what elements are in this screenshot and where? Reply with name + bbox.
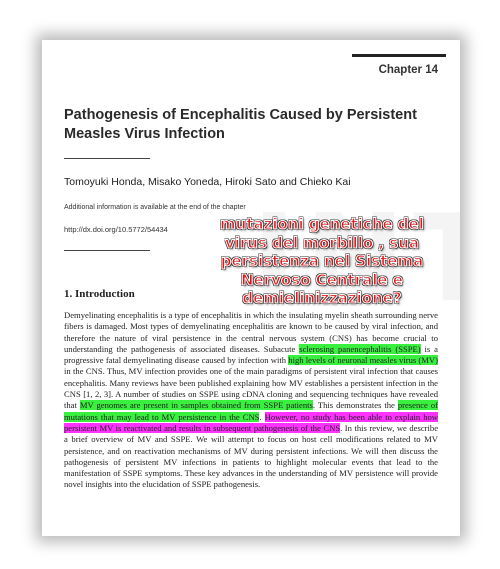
highlight-green: presence of mutations that may lead to MV persistence in the CNS: [64, 400, 438, 422]
text-run: is a progressive fatal demyelinating disease caused by infection with: [64, 343, 439, 366]
overlay-caption: mutazioni genetiche del virus del morbillo , sua persistenza nel Sistema Nervoso Centrale e demielinizzazione?: [220, 215, 424, 307]
text-run: Demyelinating encephalitis is a type of encephalitis in which the insulating myelin sheath surrounding nerve fibers is damaged. Most types of demyelinating encephalitis are known to be caused by viral infection, and therefore the nature of viral persistence in the central nervous system (CNS) has become crucial to understanding the pathogenesis of associated diseases. Subacute: [64, 310, 438, 354]
doi-link[interactable]: http://dx.doi.org/10.5772/54434: [64, 225, 168, 234]
highlight-green: sclerosing panencephalitis (SSPE): [299, 343, 421, 354]
text-run: . In this review, we describe a brief overview of MV and SSPE. We will attempt to focus on host cell modifications related to MV persistence, and on reactivation mechanisms of MV during persistent infections. We will then discuss the pathogenesis of persistent MV infections in patients to highlight molecular events that lead to the manifestation of SSPE symptoms. These key advances in the understanding of MV persistence will provide novel insights into the elucidation of SSPE pathogenesis.: [64, 422, 439, 490]
highlight-green: MV genomes are present in samples obtained from SSPE patients: [79, 400, 313, 411]
highlight-green: high levels of neuronal measles virus (MV): [288, 355, 438, 366]
text-run: .: [259, 411, 265, 422]
additional-info: Additional information is available at the end of the chapter: [64, 204, 246, 211]
body-paragraph: [64, 310, 438, 491]
chapter-rule: [352, 54, 446, 57]
highlight-magenta: However, no study has been able to explain how persistent MV is reactivated and results in subsequent pathogenesis of the CNS: [64, 411, 439, 433]
authors: Tomoyuki Honda, Misako Yoneda, Hiroki Sato and Chieko Kai: [64, 176, 351, 188]
title-divider: [64, 158, 150, 159]
section-heading: 1. Introduction: [64, 288, 135, 300]
header-divider: [64, 250, 150, 251]
page-title: Pathogenesis of Encephalitis Caused by Persistent Measles Virus Infection: [64, 107, 417, 142]
text-run: in the CNS. Thus, MV infection provides one of the main paradigms of persistent viral infection that causes encephalitis. Many reviews have been published explaining how MV establishes a persistent infection in the CNS [1, 2, 3]. A number of studies on SSPE using cDNA cloning and sequencing techniques have revealed that: [64, 366, 438, 411]
chapter-label: Chapter 14: [378, 64, 438, 76]
text-run: . This demonstrates the: [312, 400, 398, 411]
